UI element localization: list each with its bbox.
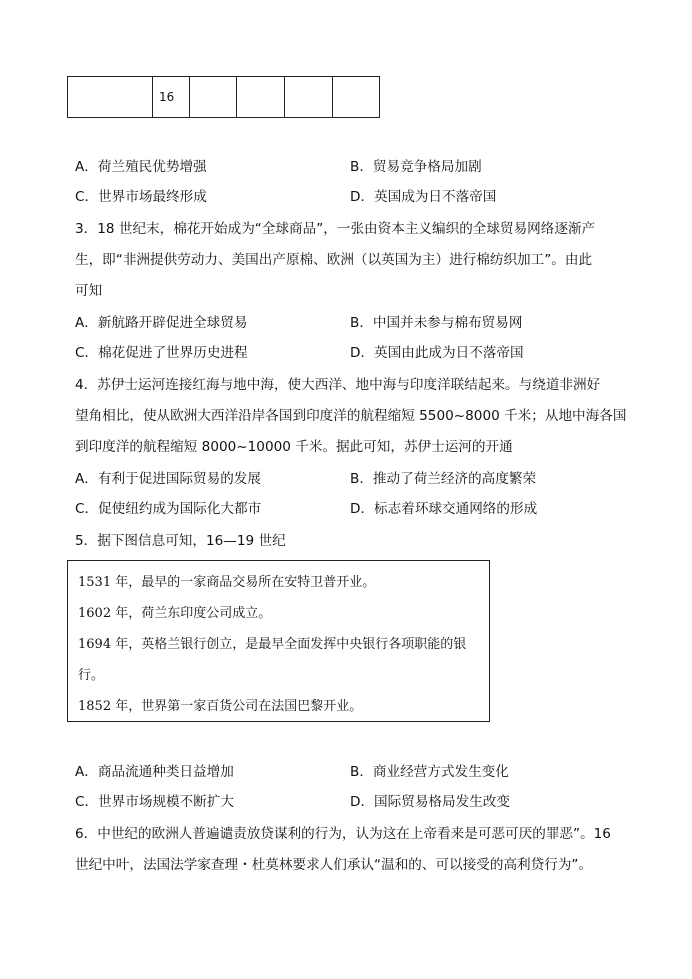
- q5-option-b[interactable]: B．商业经营方式发生变化: [350, 764, 509, 780]
- q6-stem-line-1: 6．中世纪的欧洲人普遍谴责放贷谋利的行为，认为这在上帝看来是可恶可厌的罪恶”。16: [75, 826, 611, 842]
- q3-option-b[interactable]: B．中国并未参与棉布贸易网: [350, 315, 523, 331]
- box-line: 1852 年，世界第一家百货公司在法国巴黎开业。: [78, 699, 363, 714]
- q4-option-a[interactable]: A．有利于促进国际贸易的发展: [75, 471, 262, 487]
- q4-option-c[interactable]: C．促使纽约成为国际化大都市: [75, 501, 262, 517]
- q3-option-d[interactable]: D．英国由此成为日不落帝国: [350, 345, 524, 361]
- table-cell: [333, 77, 380, 118]
- q6-stem-line-2: 世纪中叶，法国法学家查理・杜莫林要求人们承认“温和的、可以接受的高利贷行为”。: [75, 857, 593, 873]
- box-line: 1694 年，英格兰银行创立，是最早全面发挥中央银行各项职能的银: [78, 637, 467, 652]
- table-cell: [285, 77, 333, 118]
- q2-option-c[interactable]: C．世界市场最终形成: [75, 189, 207, 205]
- q5-info-box: [67, 560, 490, 722]
- q2-option-b[interactable]: B．贸易竞争格局加剧: [350, 159, 482, 175]
- q4-stem-line-3: 到印度洋的航程缩短 8000~10000 千米。据此可知，苏伊士运河的开通: [75, 439, 513, 455]
- table-cell: [68, 77, 153, 118]
- q3-option-a[interactable]: A．新航路开辟促进全球贸易: [75, 315, 248, 331]
- q5-option-d[interactable]: D．国际贸易格局发生改变: [350, 794, 510, 810]
- table-row: [68, 77, 380, 118]
- q5-option-a[interactable]: A．商品流通种类日益增加: [75, 764, 234, 780]
- table-cell: 16: [153, 77, 190, 118]
- q4-option-d[interactable]: D．标志着环球交通网络的形成: [350, 501, 538, 517]
- box-line: 1531 年，最早的一家商品交易所在安特卫普开业。: [78, 575, 376, 590]
- q3-stem-line-1: 3．18 世纪末，棉花开始成为“全球商品”，一张由资本主义编织的全球贸易网络逐渐产: [75, 221, 596, 237]
- box-line: 行。: [78, 668, 105, 683]
- q5-option-c[interactable]: C．世界市场规模不断扩大: [75, 794, 235, 810]
- q2-option-d[interactable]: D．英国成为日不落帝国: [350, 189, 497, 205]
- table-cell: [237, 77, 285, 118]
- q3-option-c[interactable]: C．棉花促进了世界历史进程: [75, 345, 248, 361]
- q4-option-b[interactable]: B．推动了荷兰经济的高度繁荣: [350, 471, 537, 487]
- box-line: 1602 年，荷兰东印度公司成立。: [78, 606, 272, 621]
- q2-option-a[interactable]: A．荷兰殖民优势增强: [75, 159, 207, 175]
- q3-stem-line-3: 可知: [75, 283, 103, 299]
- q4-stem-line-2: 望角相比，使从欧洲大西洋沿岸各国到印度洋的航程缩短 5500~8000 千米；从地中海各国: [75, 408, 627, 424]
- q3-stem-line-2: 生，即“非洲提供劳动力、美国出产原棉、欧洲（以英国为主）进行棉纺织加工”。由此: [75, 252, 593, 268]
- q4-stem-line-1: 4．苏伊士运河连接红海与地中海，使大西洋、地中海与印度洋联结起来。与绕道非洲好: [75, 377, 601, 393]
- q5-stem: 5．据下图信息可知，16—19 世纪: [75, 533, 286, 549]
- table-cell: [190, 77, 237, 118]
- data-table: [67, 76, 380, 118]
